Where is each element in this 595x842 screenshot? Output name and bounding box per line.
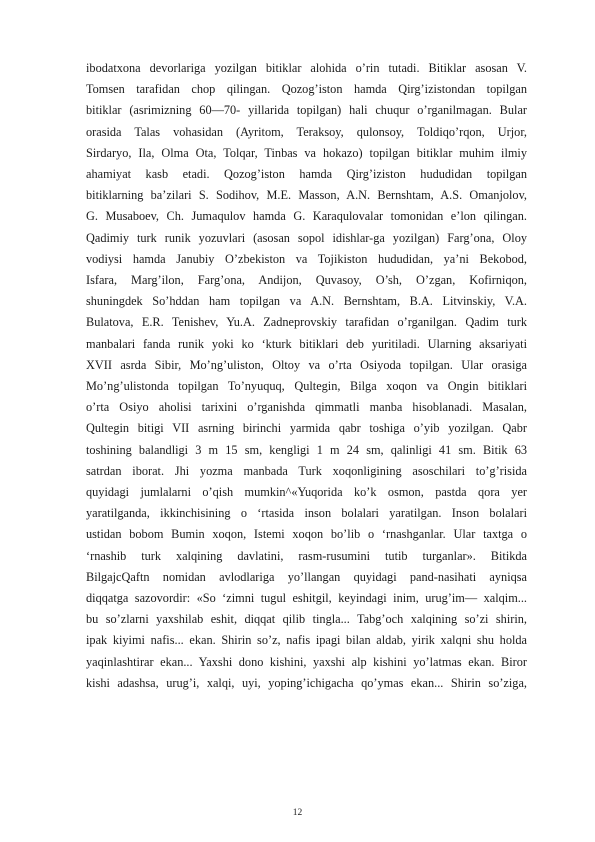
text-line: ipak kiyimi nafis... ekan. Shirin so’z, nafis ipagi bilan aldab, yirik xalqni shu holda: [86, 633, 527, 648]
text-line: ustidan bobom Bumin xoqon, Istemi xoqon bo’lib o ‘rnashganlar. Ular taxtga o: [86, 527, 527, 542]
text-line: diqqatga sazovordir: «So ‘zimni tugul eshitgil, keyindagi inim, urug’im— xalqim...: [86, 591, 527, 606]
text-line: yaqinlashtirar ekan... Yaxshi dono kishini, yaxshi alp kishini yo’latmas ekan. Biror: [86, 654, 527, 669]
text-line: bu so’zlarni yaxshilab eshit, diqqat qilib tingla... Tabg’och xalqining so’zi shirin,: [86, 612, 527, 627]
page-body: [86, 58, 527, 694]
text-line: Mo’ng’ulistonda topilgan To’nyuquq, Qultegin, Bilga xoqon va Ongin bitiklari: [86, 379, 527, 394]
text-line: ahamiyat kasb etadi. Qozog’iston hamda Qirg’iziston hududidan topilgan: [86, 167, 527, 182]
text-line: o’rta Osiyo aholisi tarixini o’rganishda qimmatli manba hisoblanadi. Masalan,: [86, 400, 527, 415]
text-line: Sirdaryo, Ila, Olma Ota, Tolqar, Tinbas va hokazo) topilgan bitiklar muhim ilmiy: [86, 145, 527, 160]
text-line: toshining balandligi 3 m 15 sm, kengligi 1 m 24 sm, qalinligi 41 sm. Bitik 63: [86, 442, 527, 457]
text-line: Isfara, Marg’ilon, Farg’ona, Andijon, Quvasoy, O’sh, O’zgan, Kofirniqon,: [86, 273, 527, 288]
text-line: orasida Talas vohasidan (Ayritom, Teraksoy, qulonsoy, Toldiqo’rqon, Urjor,: [86, 124, 527, 139]
text-line: XVII asrda Sibir, Mo’ng’uliston, Oltoy va o’rta Osiyoda topilgan. Ular orasiga: [86, 357, 527, 372]
text-line: Bulatova, E.R. Tenishev, Yu.A. Zadneprovskiy tarafidan o’rganilgan. Qadim turk: [86, 315, 527, 330]
page-number: 12: [292, 808, 303, 818]
text-line: kishi adashsa, urug’i, xalqi, uyi, yoping’ichigacha qo’ymas ekan... Shirin so’ziga,: [86, 675, 527, 690]
text-line: satrdan iborat. Jhi yozma manbada Turk xoqonligining asoschilari to’g’risida: [86, 463, 527, 478]
text-line: BilgajcQaftn nomidan avlodlariga yo’llangan quyidagi pand-nasihati ayniqsa: [86, 569, 527, 584]
text-line: shuningdek So’hddan ham topilgan va A.N. Bernshtam, B.A. Litvinskiy, V.A.: [86, 294, 527, 309]
text-line: yaratilganda, ikkinchisining o ‘rtasida inson bolalari yaratilgan. Inson bolalari: [86, 506, 527, 521]
text-line: quyidagi jumlalarni o’qish mumkin^«Yuqorida ko’k osmon, pastda qora yer: [86, 485, 527, 500]
text-line: Qultegin bitigi VII asrning birinchi yarmida qabr toshiga o’yib yozilgan. Qabr: [86, 421, 527, 436]
text-line: Qadimiy turk runik yozuvlari (asosan sopol idishlar-ga yozilgan) Farg’ona, Oloy: [86, 230, 527, 245]
text-line: manbalari fanda runik yoki ko ‘kturk bitiklari deb yuritiladi. Ularning aksariyati: [86, 336, 527, 351]
text-line: ‘rnashib turk xalqining davlatini, rasm-rusumini tutib turganlar». Bitikda: [86, 548, 527, 563]
text-line: bitiklarning ba’zilari S. Sodihov, M.E. Masson, A.N. Bernshtam, A.S. Omanjolov,: [86, 188, 527, 203]
text-line: vodiysi hamda Janubiy O’zbekiston va Tojikiston hududidan, ya’ni Bekobod,: [86, 251, 527, 266]
text-line: Tomsen tarafidan chop qilingan. Qozog’iston hamda Qirg’izistondan topilgan: [86, 82, 527, 97]
text-line: bitiklar (asrimizning 60—70- yillarida topilgan) hali chuqur o’rganilmagan. Bular: [86, 103, 527, 118]
text-line: G. Musaboev, Ch. Jumaqulov hamda G. Karaqulovalar tomonidan e’lon qilingan.: [86, 209, 527, 224]
text-line: ibodatxona devorlariga yozilgan bitiklar alohida o’rin tutadi. Bitiklar asosan V.: [86, 61, 527, 75]
